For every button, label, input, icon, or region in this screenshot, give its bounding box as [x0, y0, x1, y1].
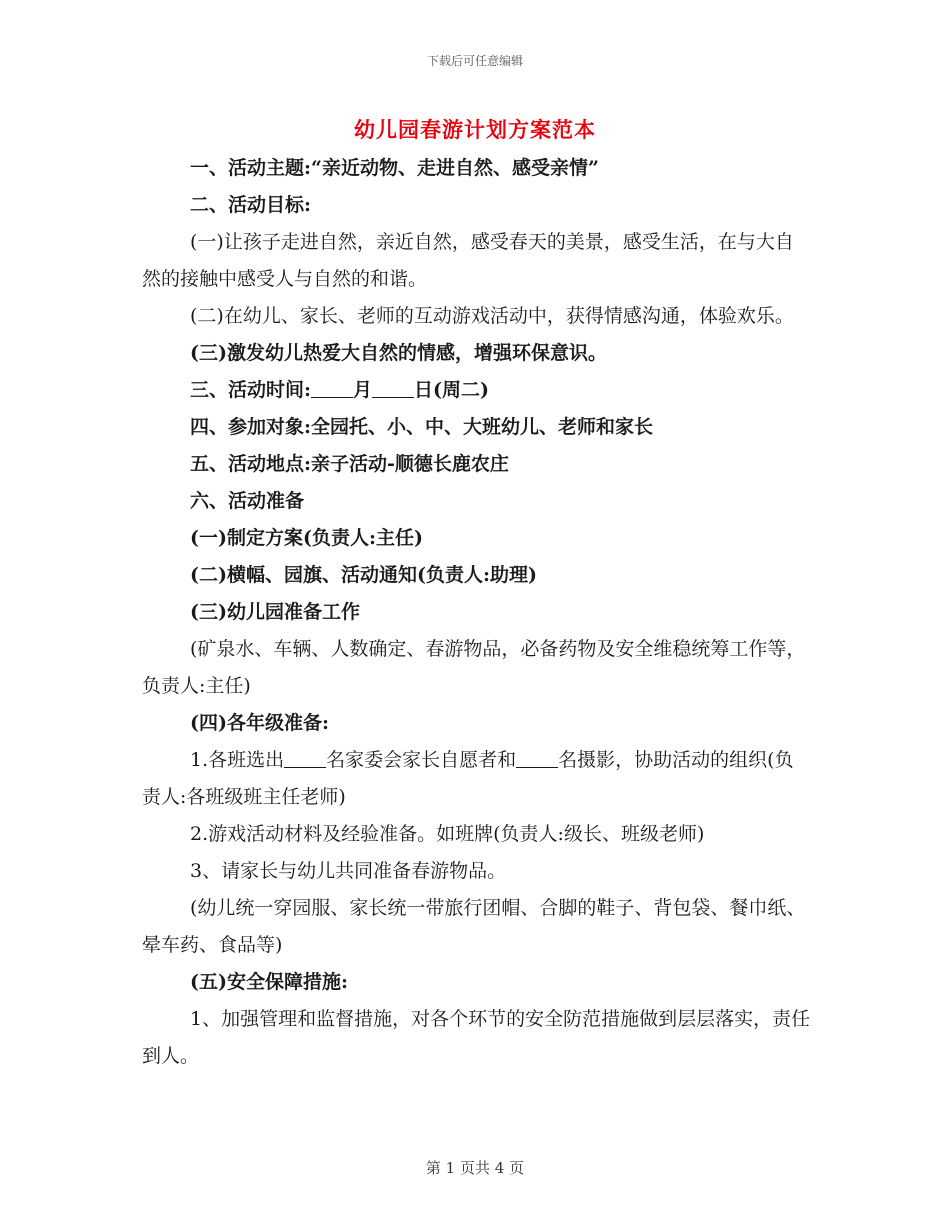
section-theme: 一、活动主题:“亲近动物、走进自然、感受亲情”: [190, 157, 599, 179]
goal-1: (一)让孩子走进自然，亲近自然，感受春天的美景，感受生活，在与大自然的接触中感受人与自然的和谐。: [142, 231, 794, 290]
section-safety-heading: (五)安全保障措施:: [190, 971, 348, 993]
section-location: 五、活动地点:亲子活动-顺德长鹿农庄: [190, 453, 509, 475]
prep-grade-3: 3、请家长与幼儿共同准备春游物品。: [190, 860, 507, 882]
section-time: 三、活动时间: 月 日(周二): [190, 379, 490, 401]
prep-banners: (二)横幅、园旗、活动通知(负责人:助理): [190, 564, 537, 586]
prep-grade-heading: (四)各年级准备:: [190, 712, 329, 734]
section-preparation-heading: 六、活动准备: [190, 490, 305, 512]
prep-grade-1: 1.各班选出 名家委会家长自愿者和 名摄影，协助活动的组织(负责人:各班级班主任老师): [142, 749, 794, 808]
section-goals-heading: 二、活动目标:: [190, 194, 312, 216]
prep-kindergarten-detail: (矿泉水、车辆、人数确定、春游物品，必备药物及安全维稳统筹工作等，负责人:主任): [142, 638, 806, 697]
prep-kindergarten: (三)幼儿园准备工作: [190, 601, 360, 623]
document-title: 幼儿园春游计划方案范本: [354, 117, 596, 142]
page-footer: 第 1 页共 4 页: [425, 1159, 525, 1177]
safety-1: 1、加强管理和监督措施，对各个环节的安全防范措施做到层层落实，责任到人。: [142, 1008, 811, 1067]
goal-3: (三)激发幼儿热爱大自然的情感，增强环保意识。: [190, 342, 607, 364]
document-body: [142, 150, 812, 1075]
prep-plan: (一)制定方案(负责人:主任): [190, 527, 423, 549]
goal-2: (二)在幼儿、家长、老师的互动游戏活动中，获得情感沟通，体验欢乐。: [190, 305, 794, 327]
page-header: 下载后可任意编辑: [426, 54, 523, 68]
prep-grade-3-detail: (幼儿统一穿园服、家长统一带旅行团帽、合脚的鞋子、背包袋、餐巾纸、晕车药、食品等): [142, 897, 806, 956]
section-participants: 四、参加对象:全园托、小、中、大班幼儿、老师和家长: [190, 416, 654, 438]
prep-grade-2: 2.游戏活动材料及经验准备。如班牌(负责人:级长、班级老师): [190, 823, 705, 845]
